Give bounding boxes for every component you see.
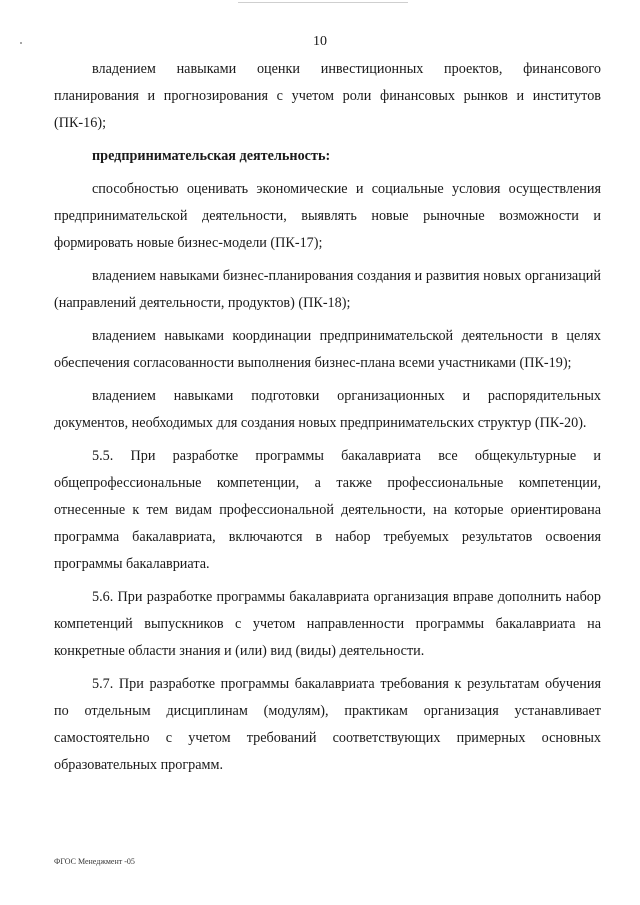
paragraph-5-5: 5.5. При разработке программы бакалавриата все общекультурные и общепрофессиональные компетенции, а также профессиональные компетенции, отнесенные к тем видам профессиональной деятельности, на которые ориентирована программа бакалавриата, включаются в набор требуемых результатов освоения программы бакалавриата. — [54, 448, 601, 572]
document-body — [54, 56, 601, 779]
paragraph-pk17: способностью оценивать экономические и социальные условия осуществления предпринимательской деятельности, выявлять новые рыночные возможности и формировать новые бизнес-модели (ПК-17); — [54, 181, 601, 251]
paragraph-pk18: владением навыками бизнес-планирования создания и развития новых организаций (направлений деятельности, продуктов) (ПК-18); — [54, 268, 601, 311]
paragraph-pk20: владением навыками подготовки организационных и распорядительных документов, необходимых для создания новых предпринимательских структур (ПК-20). — [54, 388, 601, 431]
top-edge-line — [238, 2, 408, 3]
footer-doc-code: ФГОС Менеджмент -05 — [54, 857, 135, 866]
paragraph-5-6: 5.6. При разработке программы бакалавриата организация вправе дополнить набор компетенций выпускников с учетом направленности программы бакалавриата на конкретные области знания и (или) вид (виды) деятельности. — [54, 589, 601, 659]
page-number: 10 — [313, 34, 327, 49]
section-heading-entrepreneurship: предпринимательская деятельность: — [92, 148, 331, 164]
paragraph-pk19: владением навыками координации предпринимательской деятельности в целях обеспечения согласованности выполнения бизнес-плана всеми участниками (ПК-19); — [54, 328, 601, 371]
paragraph-pk16: владением навыками оценки инвестиционных проектов, финансового планирования и прогнозирования с учетом роли финансовых рынков и институтов (ПК-16); — [54, 61, 601, 131]
paragraph-5-7: 5.7. При разработке программы бакалавриата требования к результатам обучения по отдельным дисциплинам (модулям), практикам организация устанавливает самостоятельно с учетом требований соответствующих примерных основных образовательных программ. — [54, 676, 601, 773]
